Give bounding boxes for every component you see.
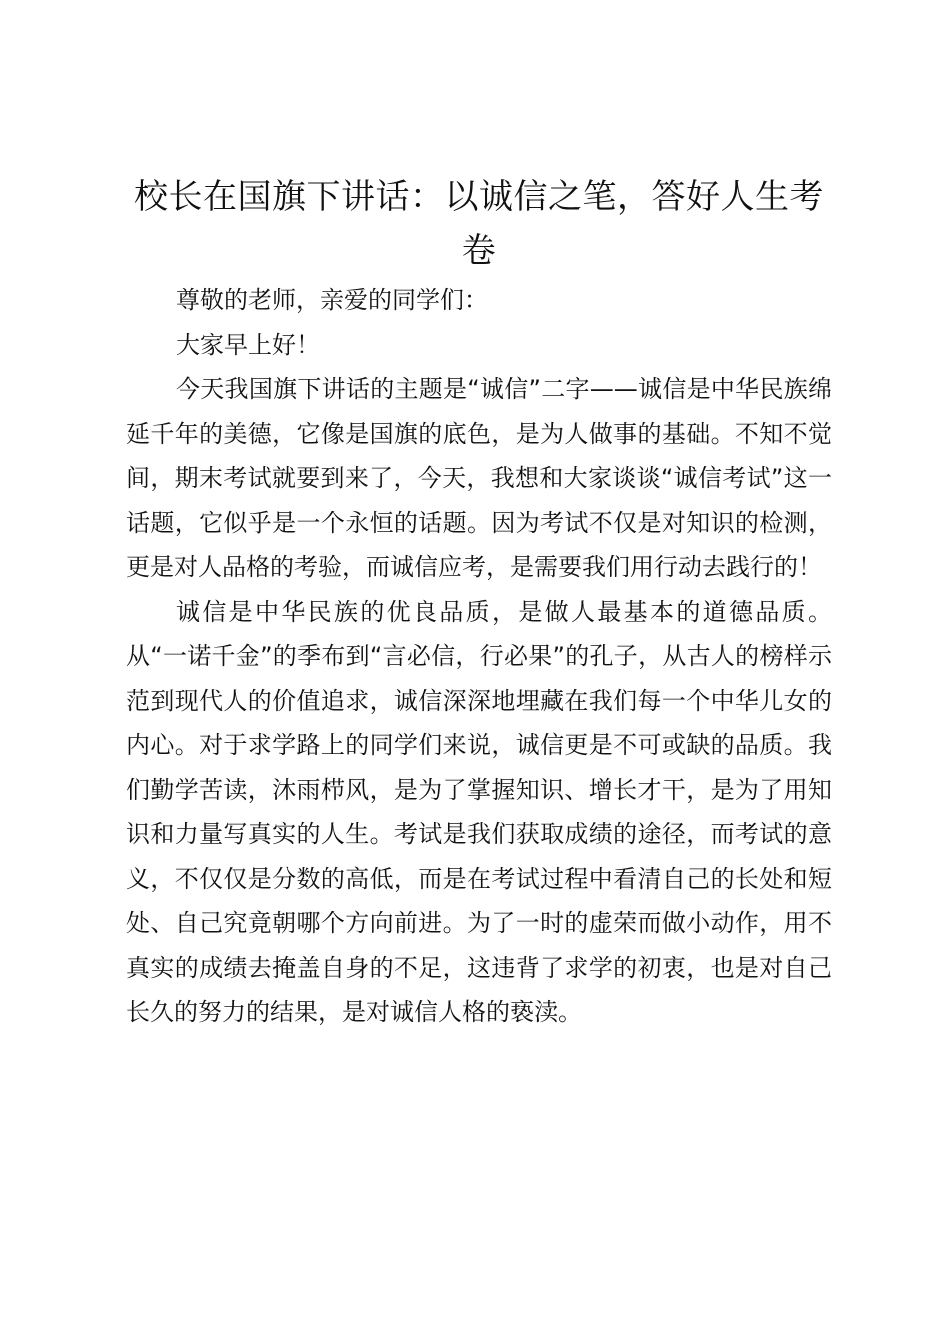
body-paragraph: 今天我国旗下讲话的主题是“诚信”二字——诚信是中华民族绵延千年的美德，它像是国旗的底色，是为人做事的基础。不知不觉间，期末考试就要到来了，今天，我想和大家谈谈“诚信考试”这一话题，它似乎是一个永恒的话题。因为考试不仅是对知识的检测，更是对人品格的考验，而诚信应考，是需要我们用行动去践行的！ [126,375,832,581]
salutation: 尊敬的老师，亲爱的同学们： [176,286,488,314]
body-paragraph: 诚信是中华民族的优良品质，是做人最基本的道德品质。从“一诺千金”的季布到“言必信，行必果”的孔子，从古人的榜样示范到现代人的价值追求，诚信深深地埋藏在我们每一个中华儿女的内心。对于求学路上的同学们来说，诚信更是不可或缺的品质。我们勤学苦读，沐雨栉风，是为了掌握知识、增长才干，是为了用知识和力量写真实的人生。考试是我们获取成绩的途径，而考试的意义，不仅仅是分数的高低，而是在考试过程中看清自己的长处和短处、自己究竟朝哪个方向前进。为了一时的虚荣而做小动作，用不真实的成绩去掩盖自身的不足，这违背了求学的初衷，也是对自己长久的努力的结果，是对诚信人格的亵渎。 [126,597,832,1026]
greeting: 大家早上好！ [176,330,320,359]
document-body [126,170,832,1035]
document-title: 校长在国旗下讲话：以诚信之笔，答好人生考卷 [134,177,824,271]
